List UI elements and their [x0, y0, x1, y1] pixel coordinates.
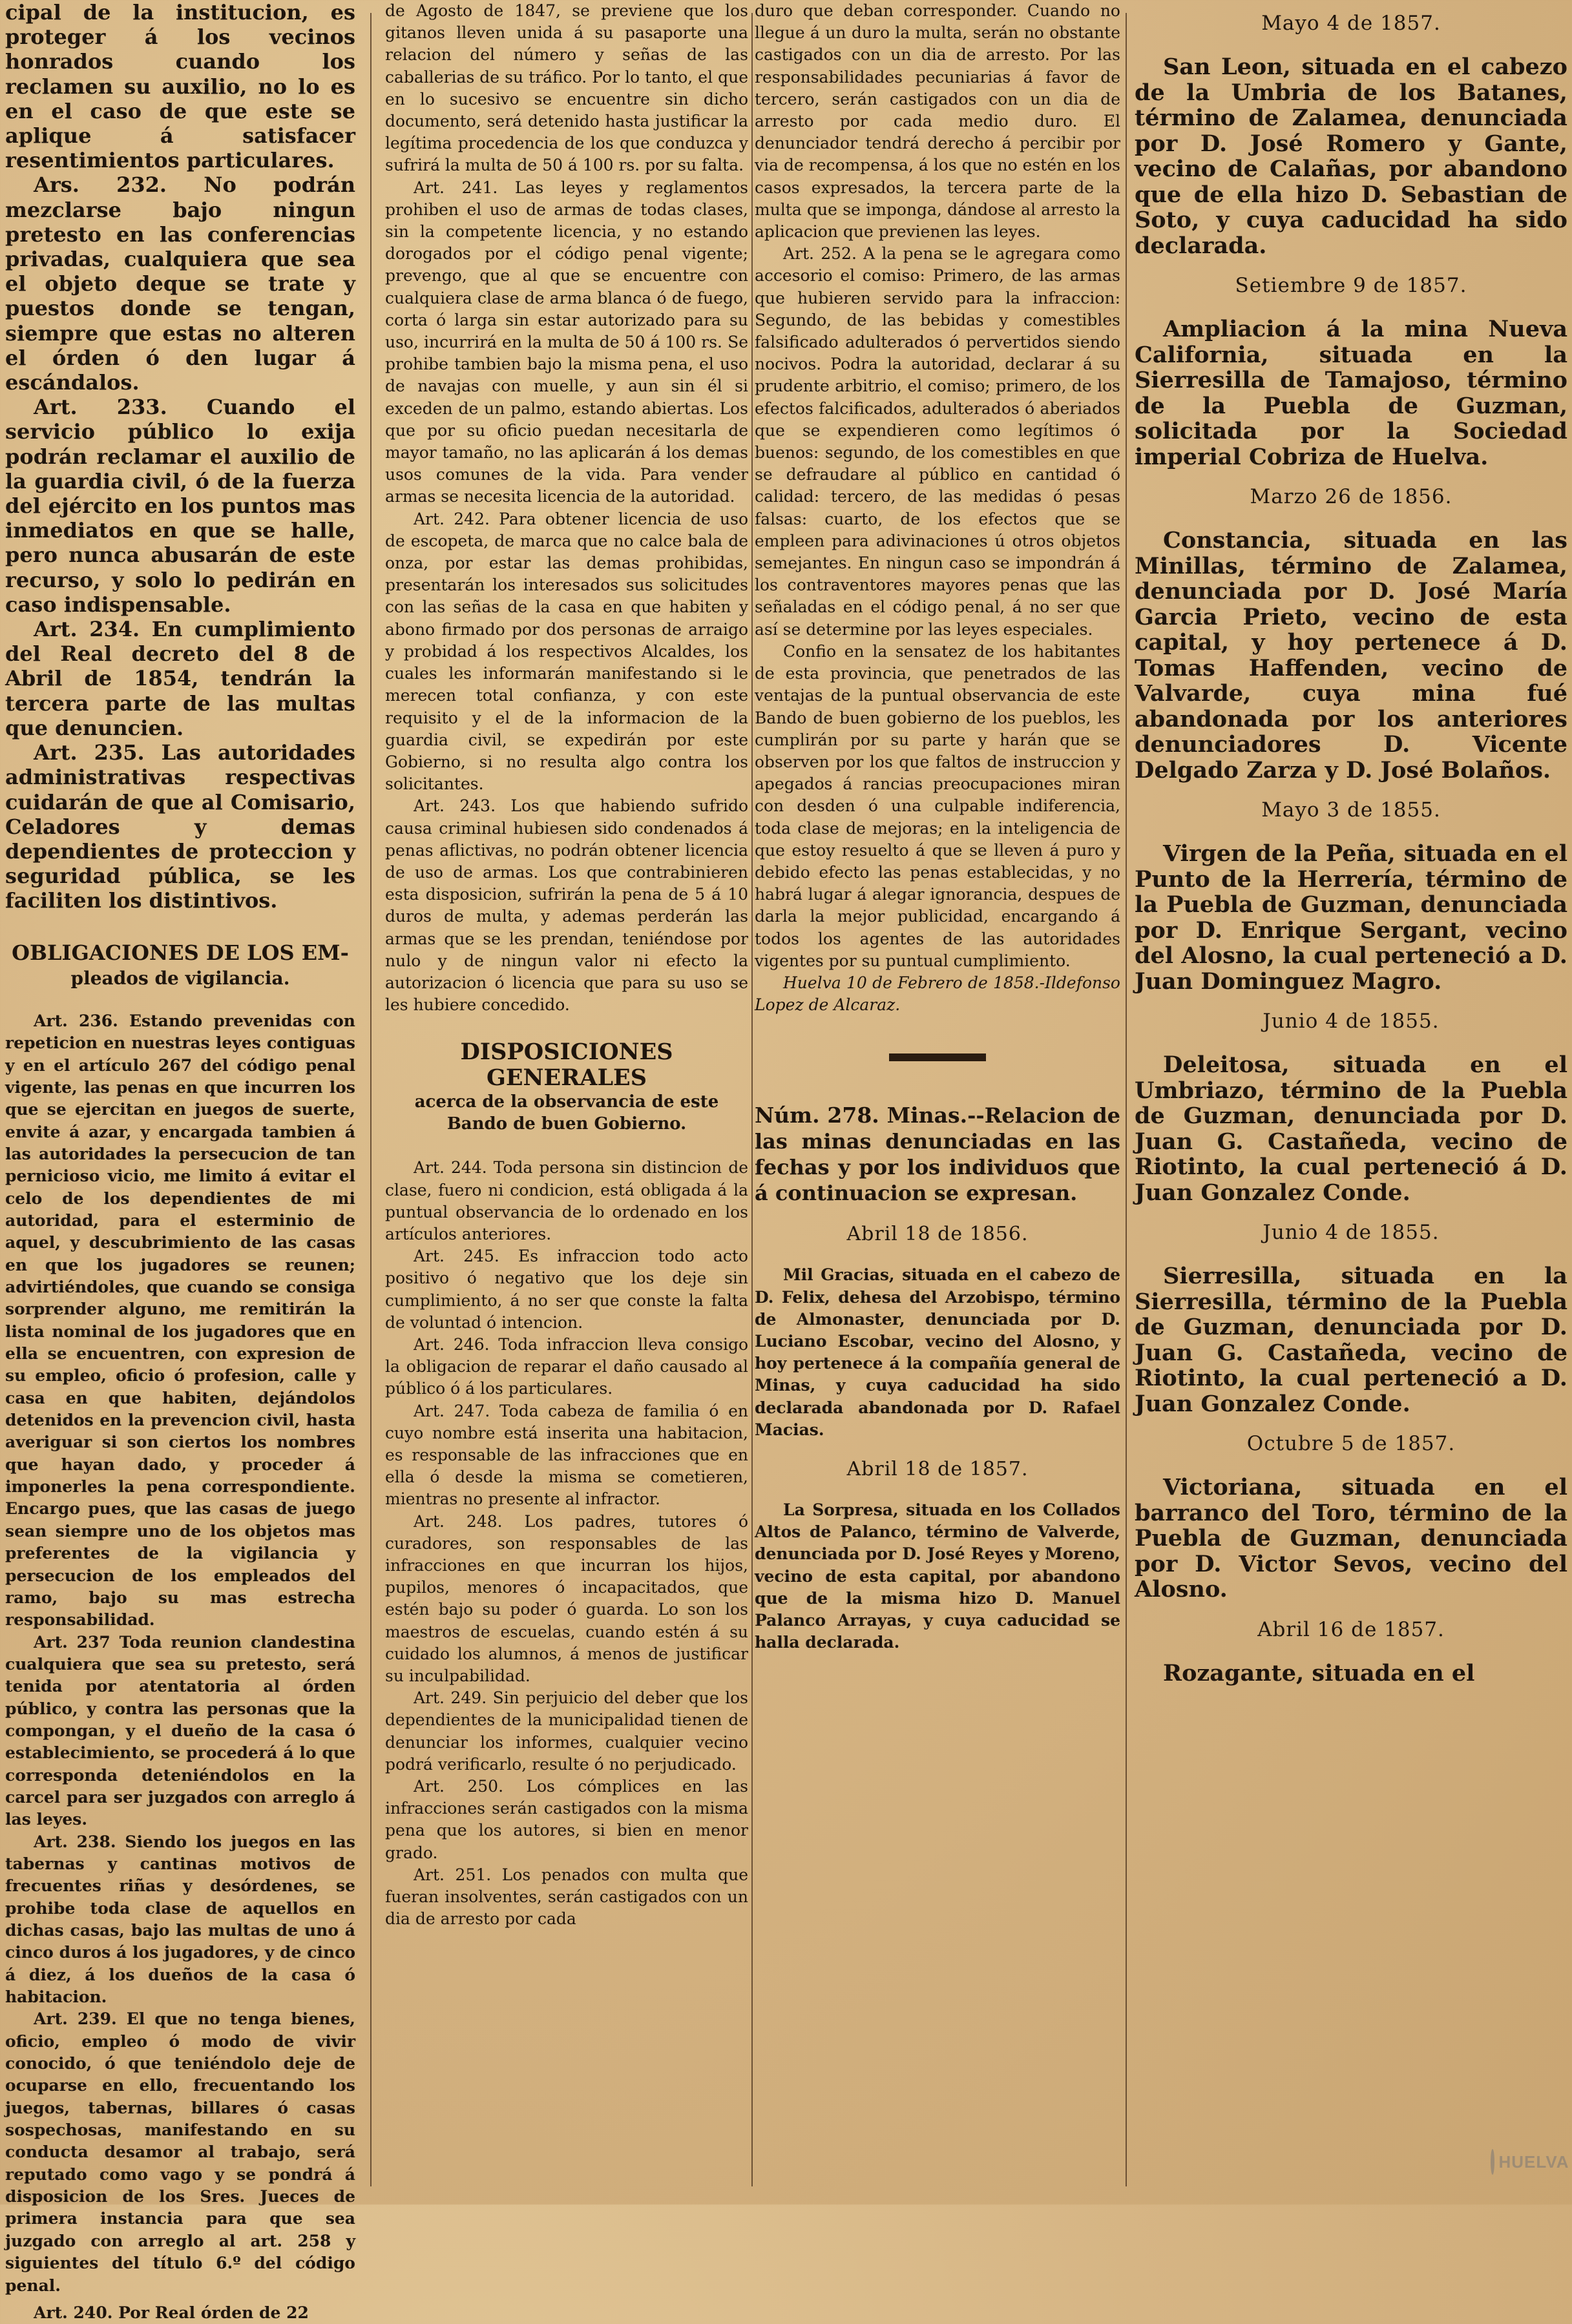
- article-236: Art. 236. Estando prevenidas con repeticion en nuestras leyes contiguas y en el artículo 267 del código penal vigente, las penas en que incurren los que se ejercitan en juegos de suerte, envite á azar, y encargada tambien á las autoridades la persecucion de tan pernicioso vicio, me limito á evitar el celo de los dependientes de mi autoridad, para el esterminio de aquel, y descubrimiento de las casas en que los jugadores se reunen; advirtiéndoles, que cuando se consiga sorprender alguno, me remitirán la lista nominal de los jugadores que en ella se encuentren, con expresion de su empleo, oficio ó profesion, calle y casa en que habiten, dejándolos detenidos en la prevencion civil, hasta averiguar si son ciertos los nombres que hayan dado, y proceder á imponerles la pena correspondiente. Encargo pues, que las casas de juego sean siempre uno de los objetos mas preferentes de la vigilancia y persecucion de los empleados del ramo, bajo su mas estrecha responsabilidad.: [5, 1011, 355, 1630]
- signature-line: Huelva 10 de Febrero de 1858.-Ildefonso Lopez de Alcaraz.: [755, 973, 1120, 1015]
- section-title: OBLIGACIONES DE LOS EM-: [12, 940, 349, 965]
- column-rule: [751, 13, 753, 2186]
- entry-date: Marzo 26 de 1856.: [1250, 485, 1452, 508]
- column-3: [755, 0, 1120, 2205]
- article-250: Art. 250. Los cómplices en las infracciones serán castigados con la misma pena que los autores, si bien en menor grado.: [385, 1777, 748, 1862]
- article-233: Art. 233. Cuando el servicio público lo exija podrán reclamar el auxilio de la guardia civil, ó de la fuerza del ejército en los puntos mas inmediatos en que se halle, pero nunca abusarán de este recurso, y solo lo pedirán en caso indispensable.: [5, 395, 355, 617]
- section-title: DISPOSICIONES GENERALES: [460, 1039, 673, 1092]
- entry-date: Mayo 4 de 1857.: [1261, 12, 1441, 35]
- article-238: Art. 238. Siendo los juegos en las tabernas y cantinas motivos de frecuentes riñas y desórdenes, se prohibe toda clase de aquellos en dichas casas, bajo las multas de uno á cinco duros á los jugadores, y de cinco á diez, á los dueños de la casa ó habitacion.: [5, 1832, 355, 2007]
- section-heading: [5, 940, 355, 991]
- paragraph: cipal de la institucion, es proteger á los vecinos honrados cuando los reclamen su auxilio, no lo es en el caso de que este se aplique á satisfacer resentimientos particulares.: [5, 0, 355, 173]
- column-4: [1135, 0, 1567, 2205]
- article-235: Art. 235. Las autoridades administrativas respectivas cuidarán de que al Comisario, Celadores y demas dependientes de proteccion y seguridad pública, se les faciliten los distintivos.: [5, 740, 355, 913]
- entry-date: Octubre 5 de 1857.: [1246, 1432, 1456, 1455]
- library-watermark: [1498, 2143, 1569, 2181]
- article-232: Ars. 232. No podrán mezclarse bajo ningun pretesto en las conferencias privadas, cualquiera que sea el objeto deque se trate y puestos donde se tengan, siempre que estas no alteren el órden ó den lugar á escándalos.: [5, 172, 355, 395]
- column-1: [5, 0, 359, 2322]
- column-2: [385, 0, 748, 2205]
- mines-heading-text: --Relacion de las minas denunciadas en las fechas y por los individuos que á continuacion se expresan.: [755, 1103, 1121, 1206]
- article-234: Art. 234. En cumplimiento del Real decreto del 8 de Abril de 1854, tendrán la tercera parte de las multas que denuncien.: [5, 617, 355, 740]
- mine-entry: Rozagante, situada en el: [1163, 1659, 1475, 1686]
- mines-number: Núm. 278. Minas.: [755, 1103, 968, 1128]
- mine-entry: Constancia, situada en las Minillas, término de Zalamea, denunciada por D. José María Garcia Prieto, vecino de esta capital, y hoy pertenece á D. Tomas Haffenden, vecino de Valvarde, cuya mina fué abandonada por los anteriores denunciadores D. Vicente Delgado Zarza y D. José Bolaños.: [1135, 527, 1567, 783]
- mines-heading: [755, 1103, 1120, 1206]
- entry-date: Setiembre 9 de 1857.: [1235, 274, 1467, 297]
- mine-entry: Deleitosa, situada en el Umbriazo, término de la Puebla de Guzman, denunciada por D. Juan G. Castañeda, vecino de Riotinto, la cual perteneció á D. Juan Gonzalez Conde.: [1135, 1052, 1567, 1206]
- mine-entry: Victoriana, situada en el barranco del Toro, término de la Puebla de Guzman, denunciada por D. Victor Sevos, vecino del Alosno.: [1135, 1474, 1567, 1603]
- section-subtitle: acerca de la observancia de este Bando de buen Gobierno.: [414, 1092, 719, 1134]
- article-245: Art. 245. Es infraccion todo acto positivo ó negativo que los deje sin cumplimiento, á no ser que conste la falta de voluntad ó intencion.: [385, 1247, 748, 1332]
- article-249: Art. 249. Sin perjuicio del deber que los dependientes de la municipalidad tienen de denunciar los informes, cualquier vecino podrá verificarlo, resulte ó no perjudicado.: [385, 1688, 748, 1774]
- article-243: Art. 243. Los que habiendo sufrido causa criminal hubiesen sido condenados á penas aflictivas, no podrán obtener licencia de uso de armas. Los que contrabinieren esta disposicion, sufrirán la pena de 5 á 10 duros de multa, y ademas perderán las armas que se les prendan, teniéndose por nulo y de ningun valor ni efecto la autorizacion ó licencia que para su uso se les hubiere concedido.: [385, 796, 748, 1015]
- watermark-text: HUELVA: [1498, 2152, 1569, 2172]
- article-252: Art. 252. A la pena se le agregara como accesorio el comiso: Primero, de las armas que hubieren servido para la infraccion: Segundo, de las bebidas y comestibles falsificado adulterados ó pervertidos siendo nocivos. Podra la autoridad, declarar á su prudente arbitrio, el comiso; primero, de los efectos falcificados, adulterados ó aberiados que se expendieren como legítimos ó buenos: segundo, de los comestibles en que se defraudare al público en cantidad ó calidad: tercero, de las medidas ó pesas falsas: cuarto, de los efectos que se empleen para adivinaciones ú otros objetos semejantes. En ningun caso se impondrán á los contraventores mayores penas que las señaladas en el código penal, á no ser que así se determine por las leyes especiales.: [755, 244, 1120, 639]
- mine-entry: La Sorpresa, situada en los Collados Altos de Palanco, término de Valverde, denunciada por D. José Reyes y Moreno, vecino de esta capital, por abandono que de la misma hizo D. Manuel Palanco Arrayas, y cuya caducidad se halla declarada.: [755, 1500, 1120, 1652]
- article-246: Art. 246. Toda infraccion lleva consigo la obligacion de reparar el daño causado al público ó á los particulares.: [385, 1334, 748, 1398]
- column-rule: [1126, 13, 1127, 2186]
- mine-entry: Virgen de la Peña, situada en el Punto de la Herrería, término de la Puebla de Guzman, denunciada por D. Enrique Sergant, vecino del Alosno, la cual perteneció a D. Juan Dominguez Magro.: [1135, 840, 1567, 995]
- entry-date: Abril 18 de 1857.: [846, 1457, 1029, 1480]
- mine-entry: Sierresilla, situada en la Sierresilla, término de la Puebla de Guzman, denunciada por D. Juan G. Castañeda, vecino de Riotinto, la cual perteneció a D. Juan Gonzalez Conde.: [1135, 1263, 1567, 1417]
- paragraph: duro que deban corresponder. Cuando no llegue á un duro la multa, serán no obstante castigados con un dia de arresto. Por las responsabilidades pecuniarias á favor de tercero, serán castigados con un dia de arresto por cada medio duro. El denunciador tendrá derecho á percibir por via de recompensa, á los que no estén en los casos expresados, la tercera parte de la multa que se imponga, dándose al arresto la aplicacion que previenen las leyes.: [755, 1, 1120, 242]
- section-subtitle: pleados de vigilancia.: [70, 967, 290, 989]
- section-heading: [385, 1039, 748, 1135]
- mine-entry: Ampliacion á la mina Nueva California, situada en la Sierresilla de Tamajoso, término de la Puebla de Guzman, solicitada por la Sociedad imperial Cobriza de Huelva.: [1135, 316, 1567, 470]
- article-247: Art. 247. Toda cabeza de familia ó en cuyo nombre está inserita una habitacion, es responsable de las infracciones que en ella ó desde la misma se cometieren, mientras no presente al infractor.: [385, 1401, 748, 1509]
- article-239: Art. 239. El que no tenga bienes, oficio, empleo ó modo de vivir conocido, ó que teniéndolo deje de ocuparse en ello, frecuentando los juegos, tabernas, billares ó casas sospechosas, manifestando en su conducta desamor al trabajo, será reputado como vago y se pondrá á disposicion de los Sres. Jueces de primera instancia para que sea juzgado con arreglo al art. 258 y siguientes del título 6.º del código penal.: [5, 2009, 355, 2295]
- article-248: Art. 248. Los padres, tutores ó curadores, son responsables de las infracciones en que incurran los hijos, pupilos, menores ó incapacitados, que estén bajo su poder ó guarda. Lo son los maestros de escuelas, cuando estén á su cuidado los alumnos, á menos de justificar su inculpabilidad.: [385, 1511, 748, 1686]
- mine-entry: San Leon, situada en el cabezo de la Umbria de los Batanes, término de Zalamea, denunciada por D. José Romero y Gante, vecino de Calañas, por abandono que de ella hizo D. Sebastian de Soto, y cuya caducidad ha sido declarada.: [1135, 54, 1567, 259]
- article-241: Art. 241. Las leyes y reglamentos prohiben el uso de armas de todas clases, sin la competente licencia, y no estando dorogados por el código penal vigente; prevengo, que al que se encuentre con cualquiera clase de arma blanca ó de fuego, corta ó larga sin estar autorizado para su uso, incurrirá en la multa de 50 á 100 rs. Se prohibe tambien bajo la misma pena, el uso de navajas con muelle, y aun sin él si exceden de un palmo, estando abiertas. Los que por su oficio puedan necesitarla de mayor tamaño, no las aplicarán á los demas usos comunes de la vida. Para vender armas se necesita licencia de la autoridad.: [385, 178, 748, 506]
- entry-date: Junio 4 de 1855.: [1263, 1221, 1440, 1244]
- article-237: Art. 237 Toda reunion clandestina cualquiera que sea su pretesto, será tenida por atentatoria al órden público, y contra las personas que la compongan, y el dueño de la casa ó establecimiento, se procederá á lo que corresponda deteniéndolos en la carcel para ser juzgados con arreglo á las leyes.: [5, 1632, 355, 1829]
- entry-date: Abril 16 de 1857.: [1257, 1617, 1445, 1641]
- section-divider: [889, 1053, 986, 1061]
- column-rule: [370, 13, 372, 2186]
- closing-paragraph: Confio en la sensatez de los habitantes de esta provincia, que penetrados de las ventajas de la puntual observancia de este Bando de buen gobierno de los pueblos, les cumplirán por su parte y harán que se observen por los que faltos de instruccion y apegados á rancias preocupaciones miran con desden ó una culpable indiferencia, toda clase de mejoras; en la inteligencia de que estoy resuelto á que se lleven á puro y debido efecto las penas establecidas, y no habrá lugar á alegar ignorancia, despues de darla la mejor publicidad, encargando á todos los agentes de las autoridades vigentes por su puntual cumplimiento.: [755, 641, 1120, 970]
- entry-date: Mayo 3 de 1855.: [1261, 798, 1441, 822]
- mine-entry: Mil Gracias, situada en el cabezo de D. Felix, dehesa del Arzobispo, término de Almonaster, denunciada por D. Luciano Escobar, vecino del Alosno, y hoy pertenece á la compañía general de Minas, y cuya caducidad ha sido declarada abandonada por D. Rafael Macias.: [755, 1265, 1120, 1439]
- paragraph: de Agosto de 1847, se previene que los gitanos lleven unida á su pasaporte una relacion del número y señas de las caballerias de su tráfico. Por lo tanto, el que en lo sucesivo se encuentre sin dicho documento, será detenido hasta justificar la legítima procedencia de los que conduzca y sufrirá la multa de 50 á 100 rs. por su falta.: [385, 1, 748, 175]
- article-242: Art. 242. Para obtener licencia de uso de escopeta, de marca que no calce bala de onza, por estar las demas prohibidas, presentarán los interesados sus solicitudes con las señas de la casa en que habiten y abono firmado por dos personas de arraigo y probidad á los respectivos Alcaldes, los cuales les informarán manifestando si le merecen total confianza, y con este requisito y el de la informacion de la guardia civil, se expedirán por este Gobierno, si no resulta algo contra los solicitantes.: [385, 509, 748, 794]
- article-244: Art. 244. Toda persona sin distincion de clase, fuero ni condicion, está obligada á la puntual observancia de lo ordenado en los artículos anteriores.: [385, 1158, 748, 1243]
- article-251: Art. 251. Los penados con multa que fueran insolventes, serán castigados con un dia de arresto por cada: [385, 1865, 748, 1929]
- entry-date: Junio 4 de 1855.: [1263, 1010, 1440, 1033]
- article-240: Art. 240. Por Real órden de 22: [34, 2303, 309, 2322]
- entry-date: Abril 18 de 1856.: [846, 1223, 1029, 1246]
